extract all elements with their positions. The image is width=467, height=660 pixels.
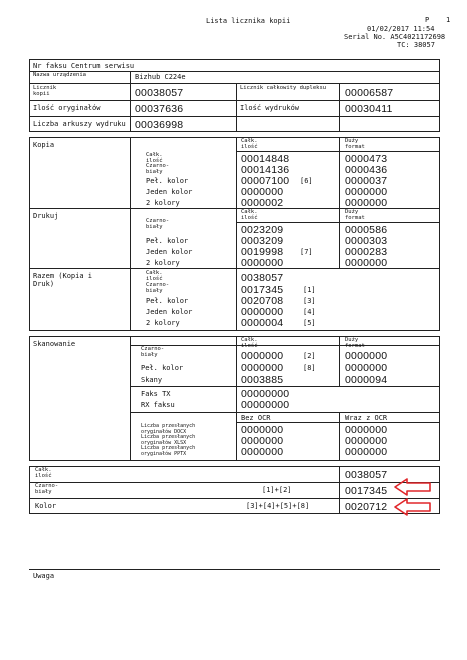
duplex-counter-value: 00006587: [345, 87, 394, 99]
kopia-row-large: 0000436: [345, 164, 388, 176]
summary-color-label: Kolor: [35, 502, 57, 510]
device-name-label: Nazwa urządzenia: [33, 72, 86, 78]
scan-row-label: Peł. kolor: [141, 364, 184, 372]
service-fax-label: Nr faksu Centrum serwisu: [33, 62, 135, 70]
razem-row-value: 0020708: [241, 295, 284, 307]
prints-value: 00030411: [345, 103, 393, 115]
page-number: 1: [446, 16, 451, 24]
scan-row-value: 0000000: [241, 350, 284, 362]
razem-row-label: Jeden kolor: [146, 308, 193, 316]
scan-total-header: Całk. ilość: [241, 337, 258, 349]
ocr-row-label: Liczba przesłanych oryginałów PPTX: [141, 445, 196, 457]
scan-row-large: 0000000: [345, 350, 388, 362]
fax-rx-label: RX faksu: [141, 401, 175, 409]
footer-note-label: Uwaga: [33, 572, 55, 580]
fax-tx-value: 00000000: [241, 388, 290, 400]
razem-row-value: 0000000: [241, 306, 284, 318]
copy-counter-value: 00038057: [135, 87, 184, 99]
kopia-row-value: 00014848: [241, 153, 290, 165]
summary-bw-label: Czarno-biały: [35, 483, 59, 495]
razem-row-ref: [5]: [303, 319, 316, 327]
razem-label: Razem (Kopia i Druk): [33, 272, 93, 288]
druk-large-header: Duży format: [345, 209, 365, 221]
footer-divider: [29, 569, 440, 570]
razem-row-value: 0017345: [241, 284, 284, 296]
arrow-left-icon: [393, 477, 433, 497]
kopia-row-large: 0000037: [345, 175, 388, 187]
razem-row-value: 0038057: [241, 272, 284, 284]
report-title: Lista licznika kopii: [206, 17, 291, 25]
arrow-left-icon: [393, 497, 433, 517]
ocr-row-value: 0000000: [241, 446, 284, 458]
druk-row-label: Jeden kolor: [146, 248, 193, 256]
druk-row-label: Peł. kolor: [146, 237, 189, 245]
scan-row-value: 0000000: [241, 362, 284, 374]
scan-row-large: 0000000: [345, 362, 388, 374]
razem-row-ref: [3]: [303, 297, 316, 305]
razem-row-ref: [1]: [303, 286, 316, 294]
scan-row-value: 0003885: [241, 374, 284, 386]
page-label: P: [425, 16, 430, 24]
scan-row-ref: [2]: [303, 352, 316, 360]
ocr-row-ocr: 0000000: [345, 446, 388, 458]
druk-row-large: 0000000: [345, 257, 388, 269]
kopia-row-ref: [6]: [300, 177, 313, 185]
druk-row-large: 0000586: [345, 224, 388, 236]
kopia-row-value: 00007100: [241, 175, 290, 187]
fax-tx-label: Faks TX: [141, 390, 171, 398]
kopia-row-label: 2 kolory: [146, 199, 180, 207]
razem-row-label: Całk. ilość: [146, 270, 163, 282]
kopia-row-label: Całk. ilość: [146, 152, 163, 164]
summary-bw-formula: [1]+[2]: [262, 486, 292, 494]
scan-row-large: 0000094: [345, 374, 388, 386]
razem-row-label: Peł. kolor: [146, 297, 189, 305]
druk-label: Drukuj: [33, 212, 59, 220]
copy-counter-label: Licznik kopii: [33, 85, 57, 97]
kopia-row-label: Peł. kolor: [146, 177, 189, 185]
kopia-row-value: 0000002: [241, 197, 284, 209]
razem-row-label: Czarno-biały: [146, 282, 170, 294]
druk-row-value: 0019998: [241, 246, 284, 258]
druk-row-value: 0000000: [241, 257, 284, 269]
scan-row-label: Czarno-biały: [141, 346, 165, 358]
druk-row-ref: [7]: [300, 248, 313, 256]
fax-rx-value: 00000000: [241, 399, 290, 411]
druk-row-value: 0023209: [241, 224, 284, 236]
summary-color-formula: [3]+[4]+[5]+[8]: [246, 502, 310, 510]
duplex-counter-label: Licznik całkowity dupleksu: [240, 85, 327, 91]
kopia-row-label: Czarno-biały: [146, 163, 170, 175]
originals-value: 00037636: [135, 103, 184, 115]
druk-row-label: 2 kolory: [146, 259, 180, 267]
summary-color-value: 0020712: [345, 501, 388, 513]
kopia-row-large: 0000000: [345, 197, 388, 209]
ocr-row-label: Liczba przesłanych oryginałów XLSX: [141, 434, 196, 446]
tc-counter: TC: 38057: [397, 41, 435, 49]
kopia-total-header: Całk. ilość: [241, 138, 258, 150]
no-ocr-header: Bez OCR: [241, 414, 271, 422]
summary-total-value: 0038057: [345, 469, 388, 481]
kopia-row-large: 0000473: [345, 153, 388, 165]
originals-label: Ilość oryginałów: [33, 104, 101, 112]
ocr-row-value: 0000000: [241, 435, 284, 447]
kopia-row-value: 0000000: [241, 186, 284, 198]
report-datetime: 01/02/2017 11:54: [367, 25, 435, 33]
sheets-label: Liczba arkuszy wydruku: [33, 120, 126, 128]
device-name-value: Bizhub C224e: [135, 73, 186, 81]
druk-row-value: 0003209: [241, 235, 284, 247]
ocr-row-label: Liczba przesłanych oryginałów DOCX: [141, 423, 196, 435]
sheets-value: 00036998: [135, 119, 184, 131]
kopia-large-header: Duży format: [345, 138, 365, 150]
druk-row-label: Czarno-biały: [146, 218, 170, 230]
druk-row-large: 0000303: [345, 235, 388, 247]
druk-row-large: 0000283: [345, 246, 388, 258]
kopia-row-value: 00014136: [241, 164, 290, 176]
prints-label: Ilość wydruków: [240, 104, 300, 112]
with-ocr-header: Wraz z OCR: [345, 414, 388, 422]
druk-total-header: Całk. ilość: [241, 209, 258, 221]
razem-row-value: 0000004: [241, 317, 284, 329]
scan-row-ref: [8]: [303, 364, 316, 372]
ocr-row-ocr: 0000000: [345, 424, 388, 436]
razem-row-ref: [4]: [303, 308, 316, 316]
kopia-row-label: Jeden kolor: [146, 188, 193, 196]
ocr-row-value: 0000000: [241, 424, 284, 436]
summary-total-label: Całk. ilość: [35, 467, 52, 479]
scan-label: Skanowanie: [33, 340, 76, 348]
scan-large-header: Duży format: [345, 337, 365, 349]
kopia-row-large: 0000000: [345, 186, 388, 198]
kopia-label: Kopia: [33, 141, 55, 149]
scan-row-label: Skany: [141, 376, 163, 384]
ocr-row-ocr: 0000000: [345, 435, 388, 447]
serial-number: Serial No. A5C4021172698: [344, 33, 446, 41]
summary-bw-value: 0017345: [345, 485, 388, 497]
razem-row-label: 2 kolory: [146, 319, 180, 327]
